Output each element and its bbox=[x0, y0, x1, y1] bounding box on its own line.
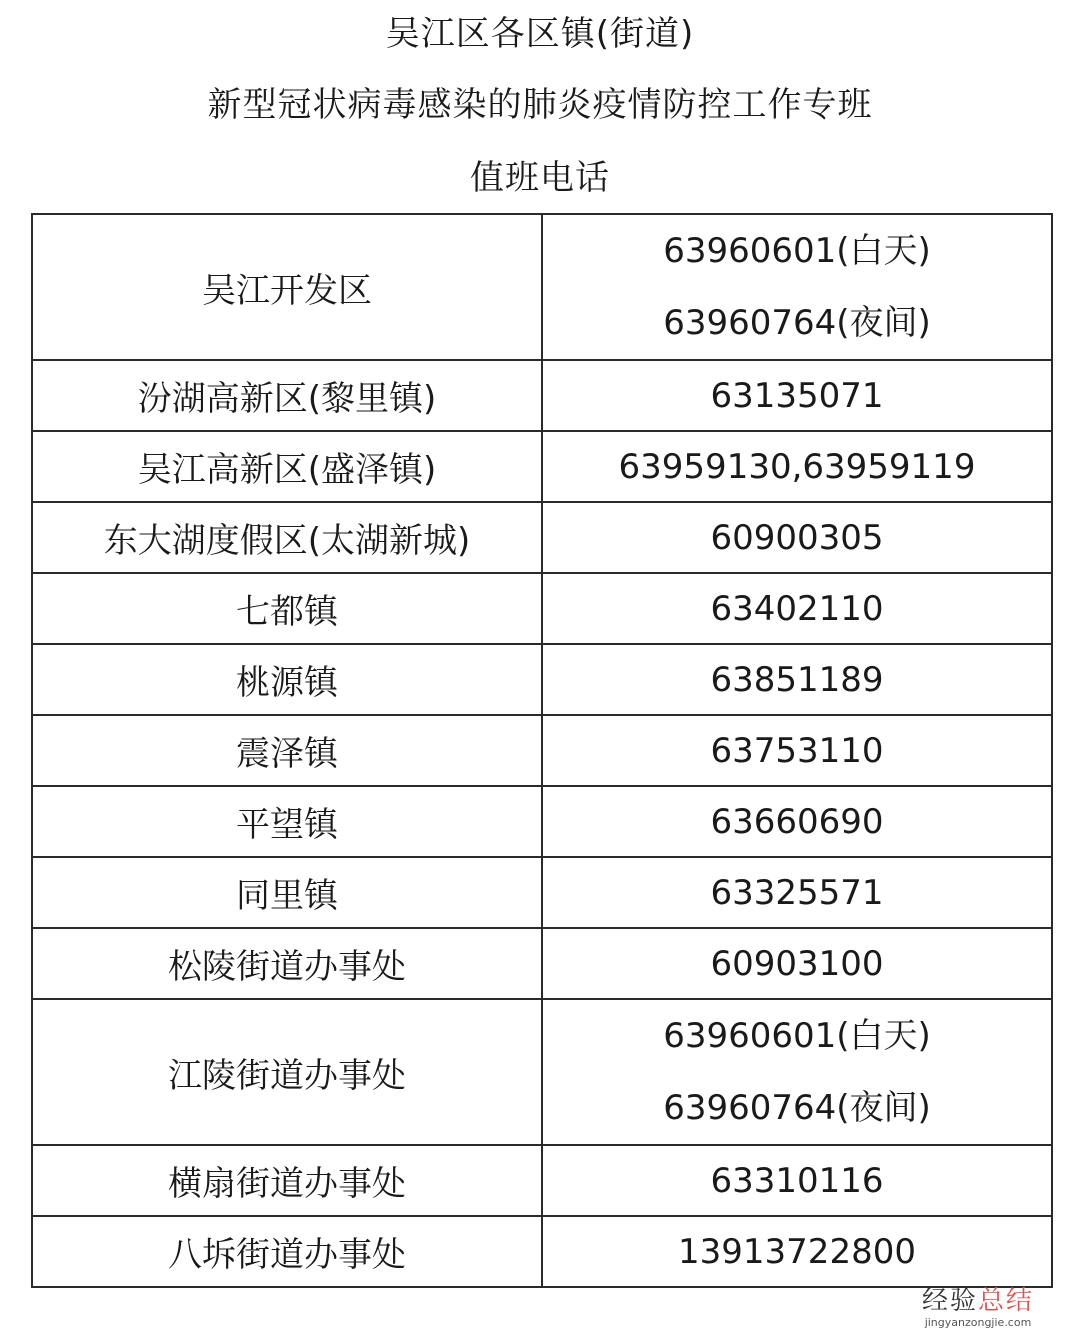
table-row bbox=[32, 928, 1052, 999]
table-row bbox=[32, 1216, 1052, 1287]
table-row bbox=[32, 360, 1052, 431]
watermark-title-accent: 总结 bbox=[978, 1286, 1035, 1316]
district-name: 汾湖高新区(黎里镇) bbox=[32, 360, 542, 431]
phone-number: 63135071 bbox=[542, 360, 1052, 431]
table-row bbox=[32, 1145, 1052, 1216]
phone-cell bbox=[542, 214, 1052, 360]
district-name: 横扇街道办事处 bbox=[32, 1145, 542, 1216]
phone-number: 63960601(白天) bbox=[663, 231, 931, 271]
phone-number: 63402110 bbox=[542, 573, 1052, 644]
phone-number: 63960764(夜间) bbox=[663, 1088, 931, 1128]
table-row bbox=[32, 644, 1052, 715]
phone-cell bbox=[542, 999, 1052, 1145]
table-row bbox=[32, 786, 1052, 857]
table-row bbox=[32, 715, 1052, 786]
watermark-title bbox=[908, 1286, 1048, 1316]
phone-number: 60903100 bbox=[542, 928, 1052, 999]
duty-phone-table bbox=[31, 213, 1053, 1288]
district-name: 平望镇 bbox=[32, 786, 542, 857]
page-subtitle: 新型冠状病毒感染的肺炎疫情防控工作专班 bbox=[207, 85, 873, 125]
phone-number: 63660690 bbox=[542, 786, 1052, 857]
district-name: 同里镇 bbox=[32, 857, 542, 928]
page-title: 吴江区各区镇(街道) bbox=[385, 14, 695, 54]
district-name: 江陵街道办事处 bbox=[32, 999, 542, 1145]
district-name: 松陵街道办事处 bbox=[32, 928, 542, 999]
district-name: 吴江开发区 bbox=[32, 214, 542, 360]
phone-number: 63325571 bbox=[542, 857, 1052, 928]
watermark-title-plain: 经验 bbox=[921, 1286, 978, 1316]
phone-number: 63851189 bbox=[542, 644, 1052, 715]
table-row bbox=[32, 999, 1052, 1145]
phone-number: 63310116 bbox=[542, 1145, 1052, 1216]
table-row bbox=[32, 857, 1052, 928]
page-subtitle-duty-phone: 值班电话 bbox=[470, 158, 610, 198]
table-row bbox=[32, 502, 1052, 573]
district-name: 桃源镇 bbox=[32, 644, 542, 715]
district-name: 七都镇 bbox=[32, 573, 542, 644]
phone-number: 63959130,63959119 bbox=[542, 431, 1052, 502]
watermark-logo bbox=[908, 1286, 1048, 1330]
district-name: 震泽镇 bbox=[32, 715, 542, 786]
phone-number: 63960764(夜间) bbox=[663, 303, 931, 343]
table-row bbox=[32, 431, 1052, 502]
district-name: 吴江高新区(盛泽镇) bbox=[32, 431, 542, 502]
district-name: 东大湖度假区(太湖新城) bbox=[32, 502, 542, 573]
phone-number: 63960601(白天) bbox=[663, 1016, 931, 1056]
phone-number: 63753110 bbox=[542, 715, 1052, 786]
phone-number: 60900305 bbox=[542, 502, 1052, 573]
table-row bbox=[32, 573, 1052, 644]
phone-number: 13913722800 bbox=[542, 1216, 1052, 1287]
table-row bbox=[32, 214, 1052, 360]
watermark-url: jingyanzongjie.com bbox=[924, 1316, 1032, 1329]
district-name: 八坼街道办事处 bbox=[32, 1216, 542, 1287]
